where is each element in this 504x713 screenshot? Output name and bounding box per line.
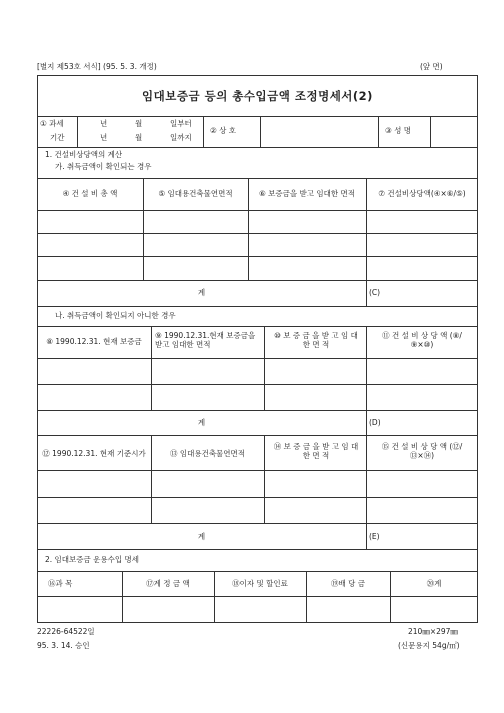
col-header: ⑯과 목: [48, 579, 73, 588]
to-day-label: 일까지: [170, 133, 192, 142]
section1-heading: 1. 건설비상당액의 계산: [45, 150, 123, 159]
rule: [366, 326, 367, 435]
col-header: ⑰계 정 금 액: [146, 579, 190, 588]
rule: [203, 116, 204, 147]
name-label: ③ 성 명: [385, 126, 411, 135]
rule: [264, 435, 265, 523]
rule: [37, 116, 478, 117]
paper-type: (신문용지 54g/㎡): [398, 641, 460, 650]
form-title: 임대보증금 등의 총수입금액 조정명세서(2): [142, 89, 373, 103]
col-header: ⑳계: [426, 579, 442, 588]
trade-name-label: ② 상 호: [210, 126, 236, 135]
col-header: ⑬ 임대용건축물연면적: [169, 449, 246, 458]
rule: [37, 410, 478, 411]
col-header: ⑩ 보 증 금 을 받 고 임 대 한 면 적: [274, 331, 358, 349]
paper-size: 210㎜×297㎜: [408, 627, 458, 636]
col-header: ⑥ 보증금을 받고 임대한 면적: [259, 189, 355, 198]
rule: [37, 147, 478, 148]
rule: [37, 435, 478, 436]
rule: [37, 549, 478, 550]
col-header: ⑧ 1990.12.31. 현재 보증금: [46, 337, 142, 346]
rule: [37, 358, 478, 359]
col-header: ⑪ 건 설 비 상 당 액 (⑧/⑨×⑩): [382, 331, 462, 349]
rule: [37, 178, 478, 179]
col-header: ⑮ 건 설 비 상 당 액 (⑫/⑬×⑭): [381, 442, 463, 460]
col-header: ⑭ 보 증 금 을 받 고 임 대 한 면 적: [273, 442, 359, 460]
doc-code: 22226-64522일: [37, 627, 95, 636]
year-label: 년: [100, 133, 108, 142]
rule: [37, 470, 478, 471]
rule: [151, 326, 152, 410]
page-side-label: (앞 면): [420, 62, 443, 71]
rule: [214, 571, 215, 623]
rule: [430, 116, 431, 147]
rule: [122, 571, 123, 623]
col-header: ④ 건 설 비 총 액: [62, 189, 118, 198]
rule: [260, 116, 261, 147]
section1-sub-a: 가. 취득금액이 확인되는 경우: [55, 162, 152, 171]
rule: [378, 116, 379, 147]
rule: [37, 596, 478, 597]
tax-period-label-2: 기간: [50, 133, 65, 142]
col-header: ⑤ 임대용건축물연면적: [158, 189, 233, 198]
col-header: ⑨ 1990.12.31.현재 보증금을 받고 임대한 면적: [155, 331, 256, 349]
total-label: 계: [197, 288, 206, 297]
total-label: 계: [197, 532, 206, 541]
from-day-label: 일부터: [170, 119, 192, 128]
approval-date: 95. 3. 14. 승인: [37, 641, 90, 650]
tax-period-label: ① 과세: [40, 119, 64, 128]
total-mark: (E): [369, 532, 380, 541]
total-label: 계: [197, 418, 206, 427]
form-number: [별지 제53호 서식] (95. 5. 3. 개정): [37, 62, 157, 71]
rule: [37, 233, 478, 234]
rule: [306, 571, 307, 623]
rule: [366, 435, 367, 549]
col-header: ⑲배 당 금: [330, 579, 365, 588]
rule: [390, 571, 391, 623]
rule: [37, 210, 478, 211]
col-header: ⑫ 1990.12.31. 현재 기준시가: [42, 449, 146, 458]
rule: [37, 384, 478, 385]
section2-heading: 2. 임대보증금 운용수입 명세: [45, 555, 140, 564]
rule: [77, 116, 78, 147]
col-header: ⑱이자 및 할인료: [232, 579, 288, 588]
rule: [37, 256, 478, 257]
rule: [37, 326, 478, 327]
rule: [37, 571, 478, 572]
section1-sub-b: 나. 취득금액이 확인되지 아니한 경우: [55, 311, 176, 320]
rule: [37, 523, 478, 524]
col-header: ⑦ 건설비상당액(④×⑥/⑤): [378, 189, 466, 198]
month-label: 월: [135, 133, 143, 142]
month-label: 월: [135, 119, 143, 128]
year-label: 년: [100, 119, 108, 128]
total-mark: (C): [369, 288, 381, 297]
rule: [264, 326, 265, 410]
rule: [37, 280, 478, 281]
rule: [37, 497, 478, 498]
rule: [151, 435, 152, 523]
total-mark: (D): [369, 418, 381, 427]
rule: [37, 306, 478, 307]
